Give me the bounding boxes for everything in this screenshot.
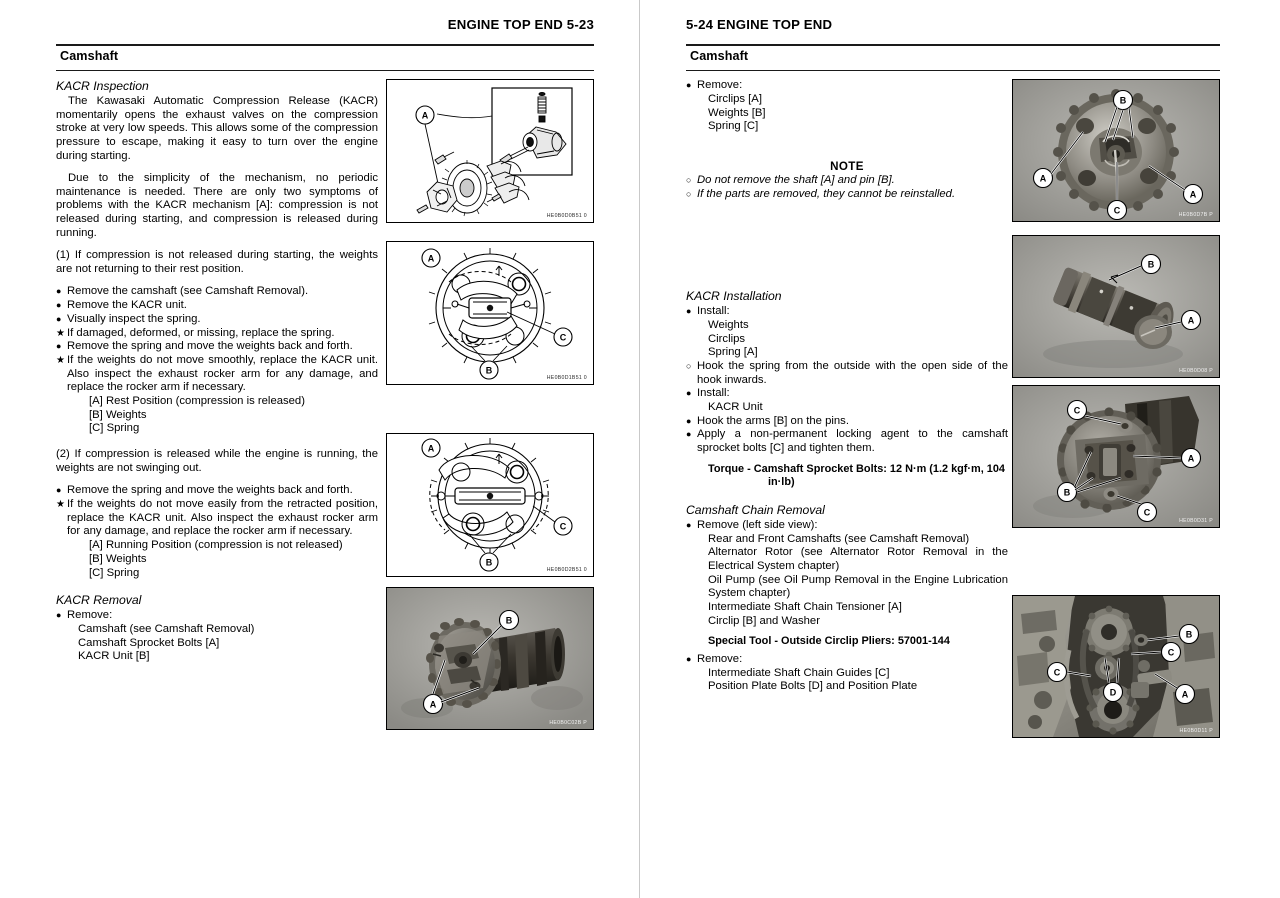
camshaft-shaft-pin-photo-art	[1013, 236, 1219, 377]
list-item	[686, 387, 1008, 401]
list-item	[56, 609, 378, 623]
list-item-text: If the weights do not move easily from the retracted position, replace the KACR unit. Also inspect the exhaust rocker arm for any damage, and replace the rocker arm if necessary.	[67, 498, 378, 538]
heading-kacr-removal: KACR Removal	[56, 593, 142, 608]
bullet-dot-icon: ●	[686, 306, 692, 317]
list-item	[686, 360, 1008, 387]
kacr-install-photo-art	[1013, 386, 1219, 527]
figure-code: HE0B0D31 P	[1179, 518, 1213, 525]
key-label: [C] Spring	[89, 422, 140, 435]
chain-remove-item: Intermediate Shaft Chain Guides [C]	[708, 666, 890, 679]
figure-code: HE0B0D0B51 0	[546, 213, 587, 220]
svg-text:B: B	[1185, 629, 1193, 640]
bullet-dot-icon: ●	[56, 485, 62, 496]
list-item-text: Install:	[697, 305, 730, 318]
svg-text:A: A	[429, 699, 437, 710]
list-item-text: Remove the spring and move the weights back and forth.	[67, 340, 353, 353]
figure-sprocket-circlips-photo	[1012, 79, 1220, 222]
page-right	[640, 0, 1280, 898]
bullet-star-icon: ★	[56, 327, 65, 339]
svg-text:B: B	[505, 615, 513, 626]
install-item: KACR Unit	[708, 401, 763, 414]
remove-item: Spring [C]	[708, 120, 759, 133]
figure-code: HE0B0D7B P	[1178, 212, 1213, 219]
bullet-star-icon: ★	[56, 499, 65, 511]
list-item	[56, 484, 378, 498]
list-item	[56, 354, 378, 395]
list-item	[686, 79, 1008, 93]
svg-text:B: B	[1147, 259, 1155, 270]
figure-kacr-unit-photo	[386, 587, 594, 730]
torque-spec-line1: Torque - Camshaft Sprocket Bolts: 12 N·m (1.2 kgf·m, 104	[708, 462, 1005, 475]
key-label: [C] Spring	[89, 566, 140, 579]
chain-remove-item: Circlip [B] and Washer	[708, 614, 820, 627]
paragraph-kacr-intro-2: Due to the simplicity of the mechanism, no periodic maintenance is needed. There are only two symptoms of problems with the KACR mechanism [A]: compression is not released during starting, and compression is released during running.	[56, 172, 378, 239]
list-item	[686, 428, 1008, 455]
removal-item: KACR Unit [B]	[78, 650, 150, 663]
figure-camshaft-shaft-pin-photo	[1012, 235, 1220, 378]
svg-text:C: C	[1073, 405, 1081, 416]
remove-list	[686, 79, 1008, 93]
list-item-text: Remove (left side view):	[697, 518, 818, 531]
svg-text:A: A	[1181, 689, 1189, 700]
list-item-text: Remove:	[697, 79, 743, 92]
right-text-column	[686, 79, 1008, 694]
removal-list	[56, 609, 378, 623]
list-item	[686, 519, 1008, 533]
heading-kacr-inspection: KACR Inspection	[56, 79, 149, 94]
list-item-text: Remove:	[67, 609, 113, 622]
right-section-title: Camshaft	[690, 49, 749, 64]
right-figure-column	[1012, 79, 1220, 738]
chain-remove-item: Alternator Rotor (see Alternator Rotor Removal in the Electrical System chapter)	[708, 546, 1008, 572]
left-page-header-title: ENGINE TOP END 5-23	[447, 17, 594, 32]
list-item-text: Hook the spring from the outside with the open side of the hook inwards.	[697, 359, 1008, 386]
svg-text:B: B	[1063, 487, 1071, 498]
note-title: NOTE	[830, 160, 864, 174]
note-line	[686, 173, 1008, 187]
bullet-circle-icon: ○	[686, 360, 692, 371]
torque-spec-line2: in·lb)	[768, 476, 795, 489]
key-label: [B] Weights	[89, 552, 147, 565]
install-item: Weights	[708, 318, 749, 331]
list-item-text: If damaged, deformed, or missing, replace the spring.	[67, 326, 335, 339]
item2-heading: (2) If compression is released while the engine is running, the weights are not swinging out.	[56, 448, 378, 474]
svg-text:D: D	[1109, 687, 1117, 698]
figure-kacr-rest-position-drawing	[386, 241, 594, 385]
item1-heading: (1) If compression is not released during starting, the weights are not returning to their rest position.	[56, 249, 378, 275]
chain-remove-item: Oil Pump (see Oil Pump Removal in the Engine Lubrication System chapter)	[708, 573, 1008, 600]
kacr-rest-position-drawing-art	[387, 242, 593, 384]
bullet-circle-icon: ○	[686, 175, 692, 186]
figure-code: HE0B0D11 P	[1179, 728, 1213, 735]
heading-kacr-installation: KACR Installation	[686, 289, 782, 304]
chain-remove-item: Intermediate Shaft Chain Tensioner [A]	[708, 601, 902, 614]
svg-text:A: A	[427, 443, 435, 454]
list-item	[56, 340, 378, 354]
paragraph-kacr-intro-1: The Kawasaki Automatic Compression Release (KACR) momentarily opens the exhaust valves on the compression stroke at very low speeds. This allows some of the compression pressure to escape, making it easy to turn over the engine during starting.	[56, 95, 378, 162]
note-line-text: Do not remove the shaft [A] and pin [B].	[697, 174, 895, 187]
bullet-dot-icon: ●	[686, 519, 692, 530]
note-block	[686, 160, 1008, 201]
left-text-column	[56, 79, 378, 664]
right-section-rule	[686, 70, 1220, 71]
figure-code: HE0B0D1B51 0	[546, 375, 587, 382]
camshaft-chain-left-side-photo-art	[1013, 596, 1219, 737]
install-list	[686, 305, 1008, 319]
item1-list	[56, 285, 378, 395]
figure-kacr-exploded-drawing	[386, 79, 594, 223]
list-item	[56, 313, 378, 327]
svg-text:A: A	[1189, 189, 1197, 200]
svg-text:C: C	[1167, 647, 1175, 658]
removal-item: Camshaft (see Camshaft Removal)	[78, 622, 255, 635]
svg-text:A: A	[421, 110, 429, 121]
list-item-text: Remove the camshaft (see Camshaft Removal).	[67, 285, 309, 298]
svg-text:C: C	[559, 521, 567, 532]
note-line	[686, 187, 1008, 201]
list-item-text: Remove:	[697, 652, 743, 665]
install-item: Spring [A]	[708, 346, 758, 359]
bullet-dot-icon: ●	[56, 300, 62, 311]
list-item	[686, 305, 1008, 319]
chain-remove-item: Position Plate Bolts [D] and Position Plate	[708, 680, 918, 693]
chain-remove-list	[686, 519, 1008, 533]
sprocket-circlips-photo-art	[1013, 80, 1219, 221]
heading-camshaft-chain-removal: Camshaft Chain Removal	[686, 502, 825, 517]
figure-camshaft-chain-left-side-photo	[1012, 595, 1220, 738]
install-notes	[686, 360, 1008, 401]
svg-text:C: C	[1053, 667, 1061, 678]
kacr-unit-photo-art	[387, 588, 593, 729]
figure-kacr-running-position-drawing	[386, 433, 594, 577]
kacr-exploded-drawing-art	[387, 80, 593, 222]
list-item	[56, 327, 378, 341]
figure-code: HE0B0D08 P	[1179, 368, 1213, 375]
install-notes-2	[686, 415, 1008, 456]
list-item-text: If the weights do not move smoothly, replace the KACR unit. Also inspect the exhaust rocker arm for any damage, and replace the rocker arm if necessary.	[67, 353, 378, 394]
left-section-rule	[56, 70, 594, 71]
right-page-header-title: 5-24 ENGINE TOP END	[686, 17, 833, 32]
right-page-header	[686, 18, 1220, 40]
special-tool: Special Tool - Outside Circlip Pliers: 57001-144	[708, 635, 950, 648]
bullet-dot-icon: ●	[686, 80, 692, 91]
list-item-text: Install:	[697, 387, 730, 400]
key-label: [A] Running Position (compression is not released)	[89, 539, 343, 552]
svg-text:A: A	[1187, 315, 1195, 326]
bullet-circle-icon: ○	[686, 189, 692, 200]
list-item	[56, 285, 378, 299]
callout-A	[422, 249, 440, 267]
bullet-dot-icon: ●	[686, 653, 692, 664]
bullet-dot-icon: ●	[686, 388, 692, 399]
list-item-text: Hook the arms [B] on the pins.	[697, 414, 849, 427]
key-label: [A] Rest Position (compression is released)	[89, 395, 305, 408]
bullet-dot-icon: ●	[686, 429, 692, 440]
list-item	[686, 653, 1008, 667]
figure-code: HE0B0D2B51 0	[546, 567, 587, 574]
list-item-text: Apply a non-permanent locking agent to the camshaft sprocket bolts [C] and tighten them.	[697, 428, 1008, 455]
list-item-text: Remove the spring and move the weights back and forth.	[67, 484, 353, 497]
svg-text:A: A	[1039, 173, 1047, 184]
figure-code: HE0B0C02B P	[549, 720, 587, 727]
left-section-title: Camshaft	[60, 49, 119, 64]
left-page-header	[56, 18, 594, 40]
list-item	[56, 299, 378, 313]
bullet-dot-icon: ●	[56, 286, 62, 297]
svg-text:A: A	[1187, 453, 1195, 464]
left-page-body	[56, 79, 594, 727]
left-figure-column	[386, 79, 594, 730]
svg-text:B: B	[1119, 95, 1127, 106]
callout-A	[422, 439, 440, 457]
svg-text:B: B	[485, 557, 493, 568]
bullet-star-icon: ★	[56, 354, 65, 366]
svg-text:C: C	[1143, 507, 1151, 518]
list-item	[56, 498, 378, 539]
key-label: [B] Weights	[89, 408, 147, 421]
kacr-running-position-drawing-art	[387, 434, 593, 576]
svg-text:C: C	[1113, 205, 1121, 216]
bullet-dot-icon: ●	[56, 610, 62, 621]
svg-text:A: A	[427, 253, 435, 264]
chain-remove-list-2	[686, 653, 1008, 667]
right-page-body	[686, 79, 1220, 735]
removal-item: Camshaft Sprocket Bolts [A]	[78, 636, 220, 649]
list-item	[686, 415, 1008, 429]
svg-text:B: B	[485, 365, 493, 376]
bullet-dot-icon: ●	[56, 313, 62, 324]
torque-spec	[686, 463, 1008, 490]
remove-item: Circlips [A]	[708, 92, 762, 105]
bullet-dot-icon: ●	[686, 415, 692, 426]
note-line-text: If the parts are removed, they cannot be reinstalled.	[697, 188, 956, 201]
chain-remove-item: Rear and Front Camshafts (see Camshaft Removal)	[708, 532, 970, 545]
remove-item: Weights [B]	[708, 106, 766, 119]
svg-text:C: C	[559, 332, 567, 343]
figure-kacr-install-photo	[1012, 385, 1220, 528]
bullet-dot-icon: ●	[56, 341, 62, 352]
list-item-text: Remove the KACR unit.	[67, 299, 187, 312]
install-item: Circlips	[708, 332, 746, 345]
item2-list	[56, 484, 378, 539]
list-item-text: Visually inspect the spring.	[67, 312, 201, 325]
